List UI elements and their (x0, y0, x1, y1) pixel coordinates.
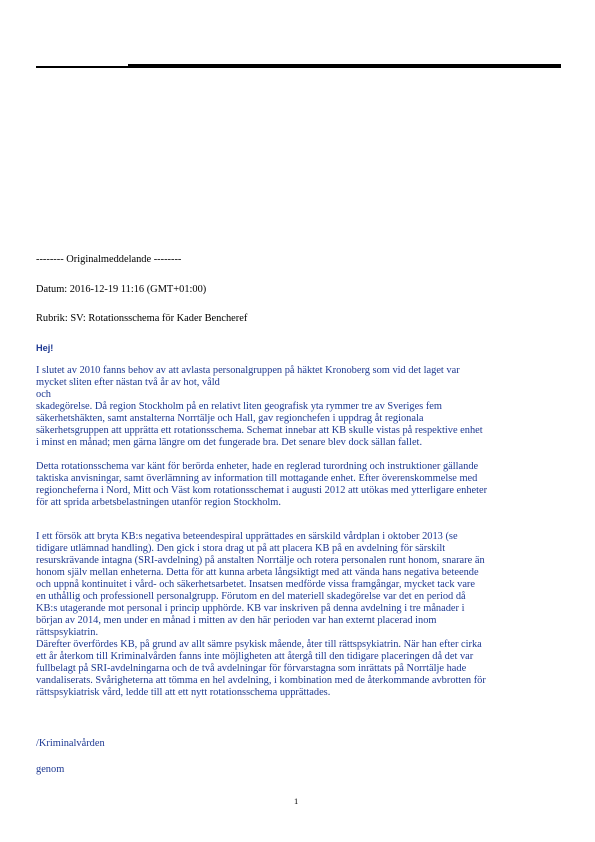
p1-line-3: skadegörelse. Då region Stockholm på en relativt liten geografisk yta rymmer tre av Sveriges fem (36, 401, 442, 412)
page-number: 1 (294, 796, 299, 806)
p1-line-4: säkerhetshäkten, samt anstalterna Norrtälje och Hall, gav regionchefen i uppdrag åt regionala (36, 413, 424, 424)
p2-line-4: för att sprida arbetsbelastningen utanför region Stockholm. (36, 497, 281, 508)
p1-line-2-tail: och (36, 389, 52, 400)
p3-line-10: Därefter överfördes KB, på grund av allt sämre psykisk mående, åter till rättspsykiatrin. När han efter cirka (36, 639, 482, 650)
top-rule-notch (36, 64, 128, 66)
original-message-header: -------- Originalmeddelande -------- (36, 254, 182, 265)
p1-line-6: i minst en månad; men gärna längre om det fungerade bra. Det senare blev dock sällan fallet. (36, 437, 423, 448)
p2-line-3: regioncheferna i Nord, Mitt och Väst kom rotationsschemat i augusti 2012 att utökas med ytterligare enheter (36, 485, 488, 496)
date-line: Datum: 2016-12-19 11:16 (GMT+01:00) (36, 284, 207, 295)
p1-line-5: säkerhetsgruppen att upprätta ett rotationsschema. Schemat innebar att KB skulle vistas på respektive enhet (36, 425, 483, 436)
p3-line-4: honom själv mellan enheterna. Detta för att kunna arbeta långsiktigt med att vända hans negativa beteende (36, 567, 479, 578)
signature-org: /Kriminalvården (36, 738, 105, 749)
subject-line: Rubrik: SV: Rotationsschema för Kader Bencheref (36, 313, 248, 324)
p3-line-6: en uthållig och professionell personalgrupp. Förutom en del materiell skadegörelse var det en period då (36, 591, 466, 602)
greeting: Hej! (36, 343, 54, 353)
p1-line-1: I slutet av 2010 fanns behov av att avlasta personalgruppen på häktet Kronoberg som vid det laget var (36, 365, 460, 376)
p3-line-2: tidigare utlämnad handling). Den gick i stora drag ut på att placera KB på en avdelning för särskilt (36, 543, 446, 554)
p3-line-9: rättspsykiatrin. (36, 627, 99, 638)
p3-line-11: ett år återkom till Kriminalvården fanns inte möjligheten att återgå till den tidigare placeringen då det var (36, 651, 474, 662)
paragraph-1 (36, 365, 561, 449)
signature-via: genom (36, 764, 65, 775)
p3-line-5: och uppnå kontinuitet i vård- och säkerhetsarbetet. Insatsen medförde vissa framgångar, mycket tack vare (36, 579, 475, 590)
p3-line-13: vandaliserats. Svårigheterna att tömma en hel avdelning, i kombination med de återkommande avbrotten för (36, 675, 486, 686)
p1-line-2: mycket sliten efter nästan två år av hot, våld (36, 377, 220, 388)
p2-line-2: taktiska anvisningar, samt överlämning av information till mottagande enhet. Efter överenskommelse med (36, 473, 478, 484)
p2-line-1: Detta rotationsschema var känt för berörda enheter, hade en reglerad turordning och instruktioner gällande (36, 461, 479, 472)
p3-line-12: fullbelagt på SRI-avdelningarna och de två avdelningar för förvarstagna som inrättats på Norrtälje hade (36, 663, 467, 674)
p3-line-14: rättspsykiatrisk vård, ledde till att ett nytt rotationsschema upprättades. (36, 687, 331, 698)
paragraph-3 (36, 531, 561, 699)
paragraph-2 (36, 461, 561, 509)
p3-line-8: början av 2014, men under en månad i mitten av den här perioden var han externt placerad inom (36, 615, 437, 626)
p3-line-7: KB:s utagerande mot personal i princip upphörde. KB var inskriven på denna avdelning i tre månader i (36, 603, 465, 614)
p3-line-3: resurskrävande intagna (SRI-avdelning) på anstalten Norrtälje och rotera personalen runt honom, snarare än (36, 555, 485, 566)
p3-line-1: I ett försök att bryta KB:s negativa beteendespiral upprättades en särskild vårdplan i oktober 2013 (se (36, 531, 458, 542)
p1-line-2-wrap (36, 377, 561, 401)
